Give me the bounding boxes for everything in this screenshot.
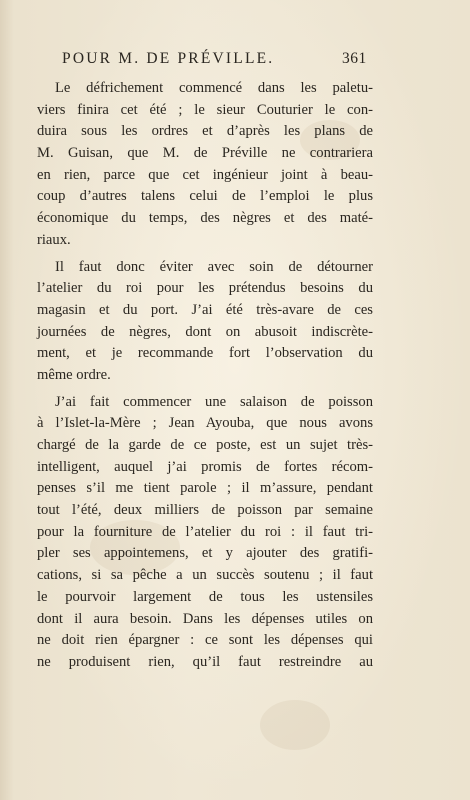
text-line: à l’Islet-la-Mère ; Jean Ayouba, que nous avons <box>37 415 373 432</box>
text-line: même ordre. <box>37 366 111 383</box>
text-line: l’atelier du roi pour les prétendus besoins du <box>37 280 373 297</box>
text-line: dont il aura besoin. Dans les dépenses utiles on <box>37 610 373 627</box>
text-line: Il faut donc éviter avec soin de détourner <box>55 258 373 275</box>
text-line: J’ai fait commencer une salaison de poisson <box>55 393 373 410</box>
text-line: chargé de la garde de ce poste, est un sujet très- <box>37 437 373 453</box>
body-text <box>37 78 373 674</box>
text-line: M. Guisan, que M. de Préville ne contrariera <box>37 145 373 162</box>
text-line: le pourvoir largement de tous les ustensiles <box>37 588 373 605</box>
text-line: riaux. <box>37 231 71 248</box>
text-line: cations, si sa pêche a un succès soutenu ; il faut <box>37 567 373 584</box>
text-line: en rien, parce que cet ingénieur joint à beau- <box>37 166 373 183</box>
paragraph <box>37 392 373 674</box>
text-line: duira sous les ordres et d’après les plans de <box>37 123 373 140</box>
paper-stain <box>260 700 330 750</box>
text-line: penses s’il me tient parole ; il m’assure, pendant <box>37 480 373 497</box>
text-line: pler ses appointemens, et y ajouter des gratifi- <box>37 545 373 562</box>
text-line: économique du temps, des nègres et des maté- <box>37 210 373 227</box>
text-line: journées de nègres, dont on abusoit indiscrète- <box>37 323 373 340</box>
text-line: Le défrichement commencé dans les paletu- <box>55 80 373 96</box>
running-title: POUR M. DE PRÉVILLE. <box>62 50 275 67</box>
text-line: coup d’autres talens celui de l’emploi le plus <box>37 188 373 205</box>
page-header <box>0 50 470 72</box>
page-number: 361 <box>342 50 367 67</box>
text-line: ne produisent rien, qu’il faut restreindre au <box>37 653 373 670</box>
text-line: intelligent, auquel j’ai promis de fortes récom- <box>37 458 373 475</box>
text-line: ment, et je recommande fort l’observation du <box>37 345 373 362</box>
text-line: viers finira cet été ; le sieur Couturier le con- <box>37 101 373 118</box>
text-line: pour la fourniture de l’atelier du roi : il faut tri- <box>37 523 373 540</box>
text-line: tout l’été, deux milliers de poisson par semaine <box>37 502 373 519</box>
paragraph <box>37 78 373 252</box>
text-line: magasin et du port. J’ai été très-avare de ces <box>37 301 373 318</box>
paragraph <box>37 257 373 387</box>
text-line: ne doit rien épargner : ce sont les dépenses qui <box>37 632 373 649</box>
